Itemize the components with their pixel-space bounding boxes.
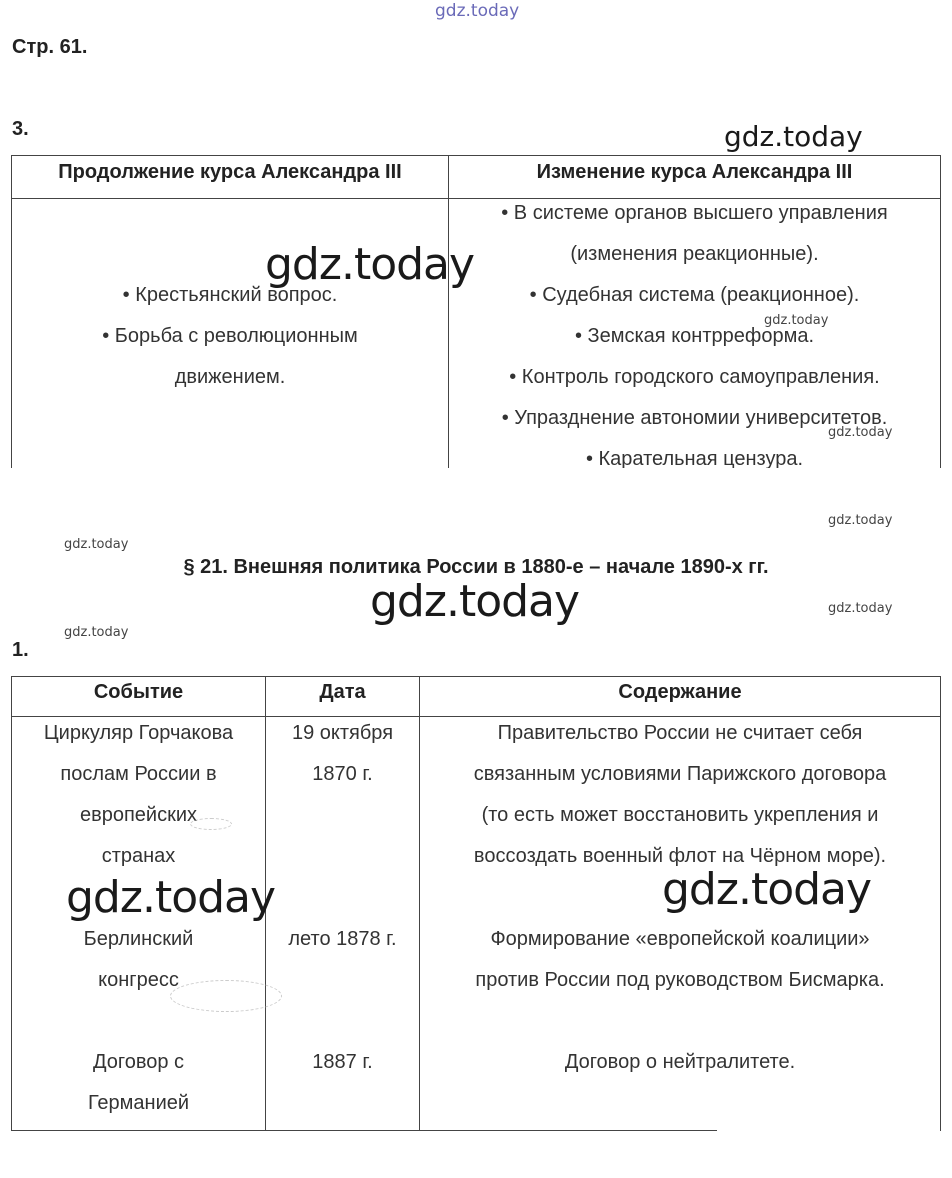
watermark: gdz.today <box>724 120 863 153</box>
table-row-content <box>420 919 940 1001</box>
content-line: Договор о нейтралитете. <box>564 1051 796 1073</box>
date-line: 19 октября <box>291 722 394 744</box>
watermark: gdz.today <box>66 872 276 923</box>
task1-header-content: Содержание <box>618 681 742 703</box>
table-row-event <box>12 1042 265 1124</box>
list-item: • Судебная система (реакционное). <box>529 284 860 306</box>
table-row-event <box>12 713 265 877</box>
list-item: движением. <box>174 366 286 388</box>
watermark-top: gdz.today <box>435 1 520 21</box>
list-item: • Карательная цензура. <box>585 448 804 468</box>
event-line: конгресс <box>98 969 179 991</box>
task1-header-event: Событие <box>93 681 184 703</box>
event-line: европейских <box>79 804 198 826</box>
content-line: (то есть может восстановить укрепления и <box>481 804 879 826</box>
list-item: • Борьба с революционным <box>102 325 358 347</box>
scribble-decoration <box>190 818 232 830</box>
date-line: 1887 г. <box>312 1051 373 1073</box>
event-line: послам России в <box>60 763 217 785</box>
task3-header-change: Изменение курса Александра III <box>536 161 853 183</box>
list-item: • Крестьянский вопрос. <box>122 284 338 306</box>
watermark: gdz.today <box>828 513 893 528</box>
content-line: Правительство России не считает себя <box>497 722 863 744</box>
table-row-content <box>420 713 940 877</box>
section-title: § 21. Внешняя политика России в 1880-е – начале 1890-х гг. <box>183 556 769 578</box>
task3-left-items <box>12 275 448 398</box>
event-line: Берлинский <box>83 928 194 950</box>
list-item: • В системе органов высшего управления <box>501 202 888 224</box>
list-item: (изменения реакционные). <box>570 243 819 265</box>
task3-header-continuation: Продолжение курса Александра III <box>58 161 402 183</box>
list-item: • Контроль городского самоуправления. <box>509 366 880 388</box>
date-line: 1870 г. <box>312 763 373 785</box>
scribble-decoration <box>170 980 282 1012</box>
list-item: • Упразднение автономии университетов. <box>501 407 888 429</box>
page-label: Стр. 61. <box>12 36 88 58</box>
table-row-date <box>266 713 419 795</box>
watermark: gdz.today <box>64 537 129 552</box>
watermark: gdz.today <box>265 239 475 290</box>
task1-header-date: Дата <box>319 681 366 703</box>
content-line: воссоздать военный флот на Чёрном море). <box>473 845 887 867</box>
table-row-date <box>266 919 419 960</box>
watermark: gdz.today <box>828 601 893 616</box>
content-line: Формирование «европейской коалиции» <box>490 928 870 950</box>
event-line: странах <box>101 845 176 867</box>
task1-number: 1. <box>12 639 29 661</box>
content-line: против России под руководством Бисмарка. <box>475 969 885 991</box>
task3-number: 3. <box>12 118 29 140</box>
table-row-date <box>266 1042 419 1083</box>
event-line: Договор с <box>92 1051 185 1073</box>
list-item: • Земская контрреформа. <box>574 325 814 347</box>
date-line: лето 1878 г. <box>288 928 397 950</box>
watermark: gdz.today <box>828 425 893 440</box>
table-row-content <box>420 1042 940 1083</box>
watermark: gdz.today <box>662 864 872 915</box>
watermark: gdz.today <box>64 625 129 640</box>
content-line: связанным условиями Парижского договора <box>473 763 887 785</box>
watermark: gdz.today <box>764 313 829 328</box>
event-line: Циркуляр Горчакова <box>43 722 234 744</box>
watermark: gdz.today <box>370 576 580 627</box>
event-line: Германией <box>87 1092 190 1114</box>
